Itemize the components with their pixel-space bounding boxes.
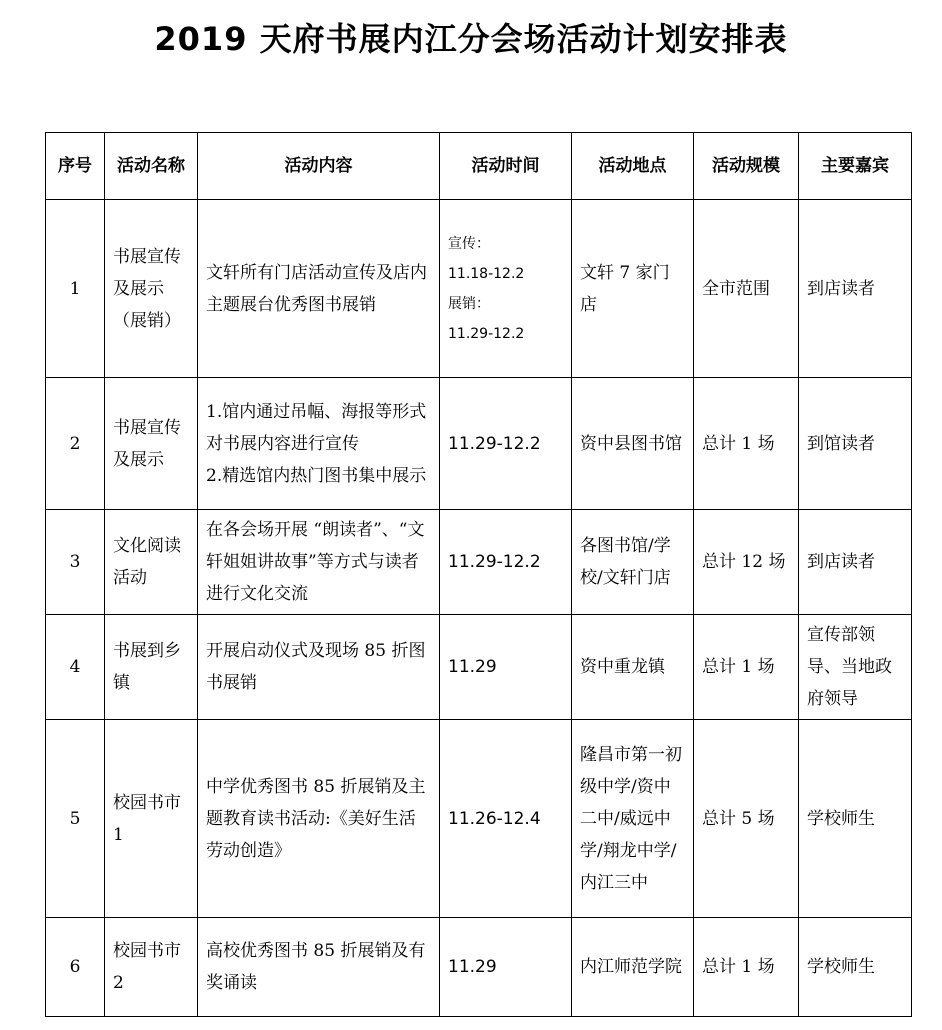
row-content	[198, 378, 440, 510]
table-row	[46, 918, 912, 1017]
row-name: 校园书市 1	[105, 720, 198, 918]
row-time: 11.29	[440, 615, 572, 720]
row-scale: 总计 1 场	[694, 615, 799, 720]
row-place: 内江师范学院	[572, 918, 694, 1017]
row-content: 开展启动仪式及现场 85 折图书展销	[198, 615, 440, 720]
table-row	[46, 510, 912, 615]
row-content: 中学优秀图书 85 折展销及主题教育读书活动:《美好生活 劳动创造》	[198, 720, 440, 918]
time-line: 11.18-12.2	[448, 265, 525, 282]
row-place: 文轩 7 家门店	[572, 200, 694, 378]
content-line: 1.馆内通过吊幅、海报等形式对书展内容进行宣传	[206, 401, 427, 454]
row-seq: 2	[46, 378, 105, 510]
row-seq: 5	[46, 720, 105, 918]
row-guests: 到店读者	[799, 200, 912, 378]
table-header-row	[46, 133, 912, 200]
row-guests: 到馆读者	[799, 378, 912, 510]
row-scale: 总计 5 场	[694, 720, 799, 918]
header-guests: 主要嘉宾	[799, 133, 912, 200]
row-place: 资中重龙镇	[572, 615, 694, 720]
content-line: 2.精选馆内热门图书集中展示	[206, 465, 427, 486]
table-row	[46, 200, 912, 378]
row-place: 各图书馆/学校/文轩门店	[572, 510, 694, 615]
row-name: 书展宣传及展示	[105, 378, 198, 510]
table-row	[46, 720, 912, 918]
row-scale: 总计 1 场	[694, 378, 799, 510]
header-place: 活动地点	[572, 133, 694, 200]
row-seq: 4	[46, 615, 105, 720]
row-name: 校园书市 2	[105, 918, 198, 1017]
header-seq: 序号	[46, 133, 105, 200]
row-name: 书展到乡镇	[105, 615, 198, 720]
table-row	[46, 615, 912, 720]
time-line: 11.29-12.2	[448, 325, 525, 342]
row-scale: 总计 12 场	[694, 510, 799, 615]
row-time	[440, 200, 572, 378]
row-guests: 学校师生	[799, 720, 912, 918]
row-guests: 宣传部领导、当地政府领导	[799, 615, 912, 720]
time-line: 宣传：	[448, 235, 490, 252]
row-name: 文化阅读活动	[105, 510, 198, 615]
activity-plan-table	[45, 132, 912, 1017]
row-seq: 6	[46, 918, 105, 1017]
row-content: 高校优秀图书 85 折展销及有奖诵读	[198, 918, 440, 1017]
row-time: 11.29	[440, 918, 572, 1017]
row-guests: 到店读者	[799, 510, 912, 615]
row-time: 11.29-12.2	[440, 510, 572, 615]
row-place: 资中县图书馆	[572, 378, 694, 510]
row-content: 文轩所有门店活动宣传及店内主题展台优秀图书展销	[198, 200, 440, 378]
time-line: 展销：	[448, 295, 490, 312]
row-seq: 1	[46, 200, 105, 378]
row-scale: 总计 1 场	[694, 918, 799, 1017]
row-time: 11.29-12.2	[440, 378, 572, 510]
row-guests: 学校师生	[799, 918, 912, 1017]
page-title: 2019 天府书展内江分会场活动计划安排表	[154, 20, 788, 58]
table-row	[46, 378, 912, 510]
header-content: 活动内容	[198, 133, 440, 200]
row-content: 在各会场开展 “朗读者”、“文轩姐姐讲故事”等方式与读者进行文化交流	[198, 510, 440, 615]
header-name: 活动名称	[105, 133, 198, 200]
header-time: 活动时间	[440, 133, 572, 200]
row-place: 隆昌市第一初级中学/资中二中/威远中学/翔龙中学/内江三中	[572, 720, 694, 918]
header-scale: 活动规模	[694, 133, 799, 200]
row-seq: 3	[46, 510, 105, 615]
row-time: 11.26-12.4	[440, 720, 572, 918]
row-name: 书展宣传及展示（展销）	[105, 200, 198, 378]
row-scale: 全市范围	[694, 200, 799, 378]
